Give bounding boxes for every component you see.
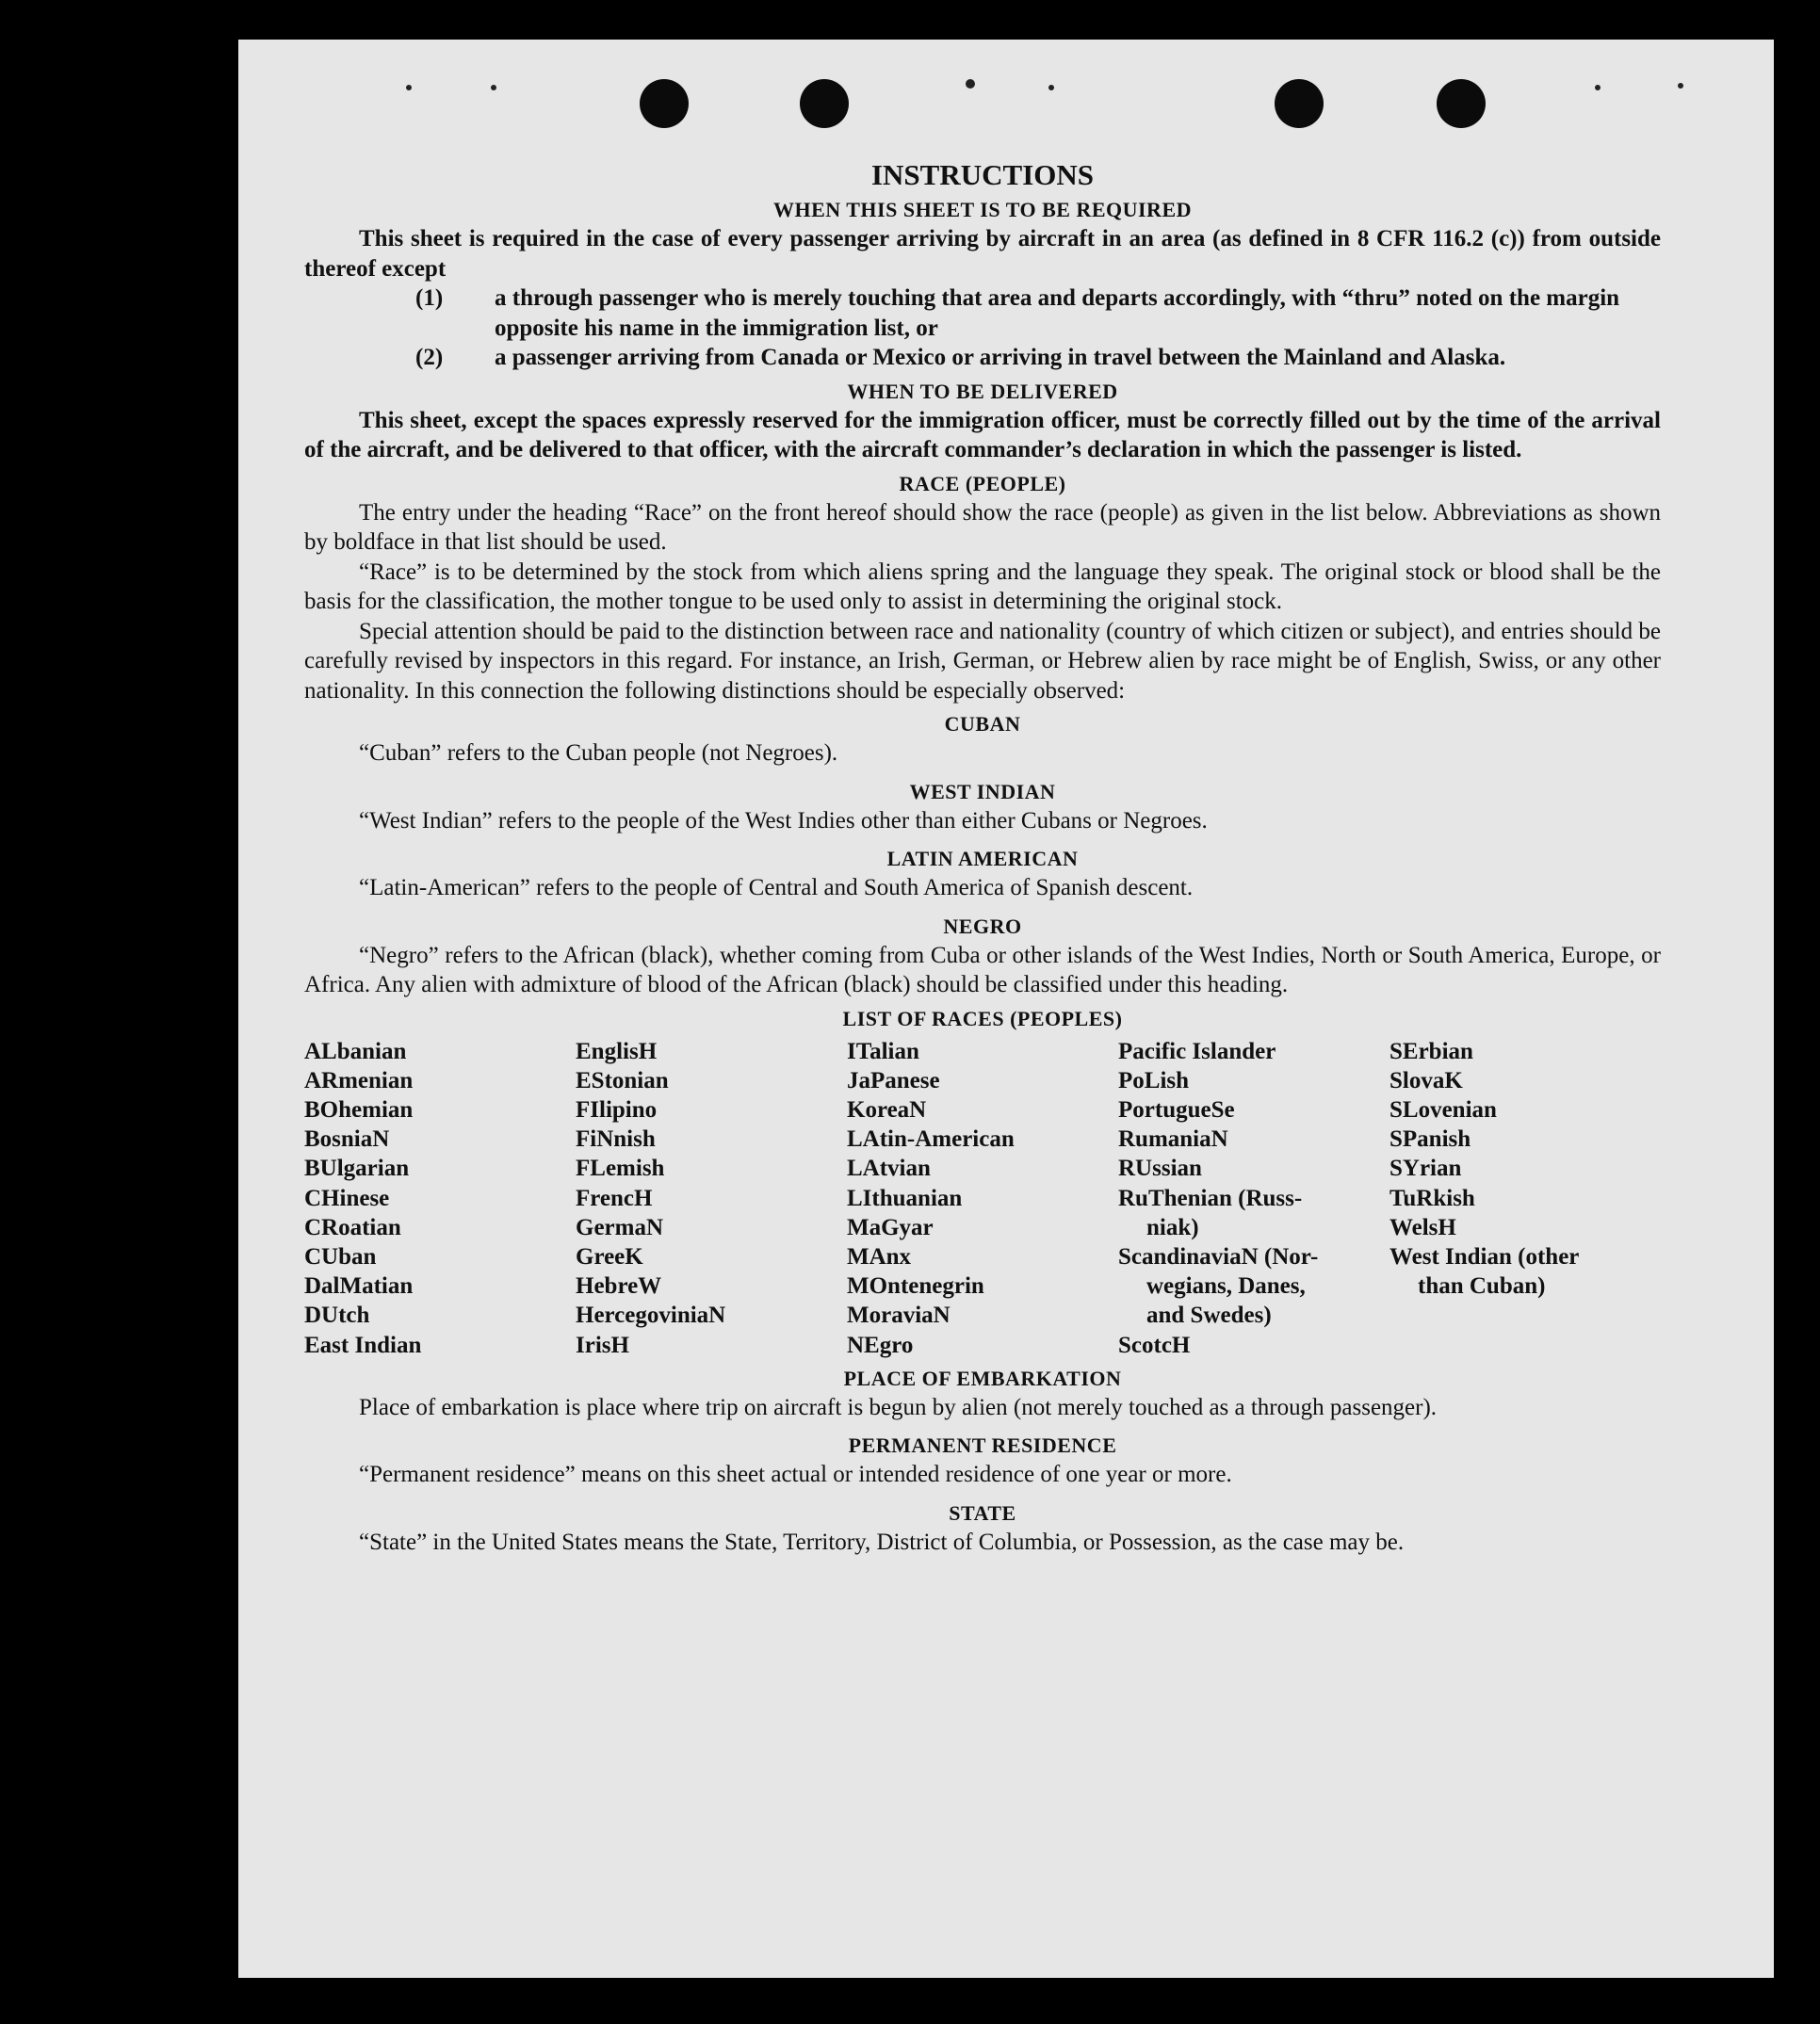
exception-number: (1) xyxy=(415,285,444,311)
section-heading-delivered: WHEN TO BE DELIVERED xyxy=(847,379,1118,403)
speck xyxy=(491,85,496,90)
race-entry: Pacific Islander xyxy=(1118,1038,1276,1064)
exception-text: a through passenger who is merely touching that area and departs accordingly, with “thru” noted on the margin opposite his name in the immigration list, or xyxy=(495,285,1620,341)
exception-number: (2) xyxy=(415,345,444,370)
race-entry: DUtch xyxy=(304,1303,370,1329)
race-entry: ARmenian xyxy=(304,1067,414,1093)
section-heading-list-of-races: LIST OF RACES (PEOPLES) xyxy=(842,1006,1123,1030)
page-title: INSTRUCTIONS xyxy=(870,158,1094,191)
section-heading-west-indian: WEST INDIAN xyxy=(909,779,1056,803)
race-entry: ITalian xyxy=(847,1038,919,1064)
race-entry: JaPanese xyxy=(847,1067,940,1093)
race-entry: GreeK xyxy=(576,1243,643,1270)
race-entry: NEgro xyxy=(847,1332,914,1358)
punch-hole xyxy=(1437,79,1486,128)
section-heading-negro: NEGRO xyxy=(943,914,1022,938)
race-entry: RumaniaN xyxy=(1118,1126,1228,1153)
race-entry: SYrian xyxy=(1389,1156,1462,1182)
residence-text: “Permanent residence” means on this sheet actual or intended residence of one year or more. xyxy=(359,1462,1232,1488)
punch-hole xyxy=(800,79,849,128)
race-entry: MAnx xyxy=(847,1243,912,1270)
latin-american-text: “Latin-American” refers to the people of Central and South America of Spanish descent. xyxy=(359,875,1194,900)
race-entry: BUlgarian xyxy=(304,1156,410,1182)
embarkation-text: Place of embarkation is place where trip on aircraft is begun by alien (not merely touched as a through passenger). xyxy=(359,1394,1438,1420)
race-entry: RuThenian (Russ- xyxy=(1118,1185,1303,1211)
punch-hole xyxy=(1275,79,1324,128)
race-entry: EStonian xyxy=(576,1067,669,1093)
race-entry: EnglisH xyxy=(576,1038,658,1064)
required-text: This sheet is required in the case of every passenger arriving by aircraft in an area (as defined in 8 CFR 116.2 (c)) from outside thereof except xyxy=(304,226,1661,282)
races-column xyxy=(576,1037,847,1360)
cuban-text: “Cuban” refers to the Cuban people (not Negroes). xyxy=(359,740,838,766)
race-entry: FiNnish xyxy=(576,1126,656,1153)
races-list xyxy=(304,1037,1661,1360)
exception-text: a passenger arriving from Canada or Mexico or arriving in travel between the Mainland and Alaska. xyxy=(495,345,1506,370)
race-entry: HercegoviniaN xyxy=(576,1303,726,1329)
race-entry: SErbian xyxy=(1389,1038,1473,1064)
west-indian-text: “West Indian” refers to the people of the West Indies other than either Cubans or Negroes. xyxy=(359,807,1208,834)
race-entry: CUban xyxy=(304,1243,377,1270)
race-entry: and Swedes) xyxy=(1146,1303,1272,1329)
race-entry: niak) xyxy=(1146,1214,1199,1240)
race-entry: BOhemian xyxy=(304,1096,414,1123)
race-paragraph: Special attention should be paid to the distinction between race and nationality (country of which citizen or subject), and entries should be carefully revised by inspectors in this regard. For instance, an Irish, German, or Hebrew alien by race might be of English, Swiss, or any other nationality. In this connection the following distinctions should be especially observed: xyxy=(304,618,1661,704)
race-entry: SPanish xyxy=(1389,1126,1471,1153)
exception-item xyxy=(304,343,1661,373)
race-entry: LIthuanian xyxy=(847,1185,963,1211)
section-heading-latin-american: LATIN AMERICAN xyxy=(886,847,1079,870)
races-column xyxy=(1389,1037,1661,1360)
races-column xyxy=(304,1037,576,1360)
negro-text: “Negro” refers to the African (black), whether coming from Cuba or other islands of the West Indies, North or South America, Europe, or Africa. Any alien with admixture of blood of the African (black) should be classified under this heading. xyxy=(304,942,1661,997)
race-entry: TuRkish xyxy=(1389,1185,1475,1211)
race-entry: ScandinaviaN (Nor- xyxy=(1118,1243,1319,1270)
speck xyxy=(966,79,975,89)
race-entry: MoraviaN xyxy=(847,1303,951,1329)
speck xyxy=(406,85,412,90)
race-entry: ALbanian xyxy=(304,1038,407,1064)
speck xyxy=(1595,85,1601,90)
races-column xyxy=(847,1037,1118,1360)
race-entry: SlovaK xyxy=(1389,1067,1463,1093)
speck xyxy=(1678,83,1683,89)
race-entry: ScotcH xyxy=(1118,1332,1191,1358)
race-entry: MaGyar xyxy=(847,1214,934,1240)
race-paragraph: “Race” is to be determined by the stock from which aliens spring and the language they speak. The original stock or blood shall be the basis for the classification, the mother tongue to be used only to assist in determining the original stock. xyxy=(304,559,1661,614)
race-entry: RUssian xyxy=(1118,1156,1202,1182)
race-entry: BosniaN xyxy=(304,1126,390,1153)
race-entry: SLovenian xyxy=(1389,1096,1497,1123)
race-entry: PoLish xyxy=(1118,1067,1190,1093)
document-page xyxy=(238,40,1774,1978)
instructions-content xyxy=(304,157,1661,1557)
section-heading-cuban: CUBAN xyxy=(944,712,1021,736)
race-entry: HebreW xyxy=(576,1273,662,1300)
race-entry: FIlipino xyxy=(576,1096,658,1123)
race-entry: GermaN xyxy=(576,1214,664,1240)
section-heading-required: WHEN THIS SHEET IS TO BE REQUIRED xyxy=(772,198,1193,221)
delivered-text: This sheet, except the spaces expressly reserved for the immigration officer, must be correctly filled out by the time of the arrival of the aircraft, and be delivered to that officer, with the aircraft commander’s declaration in which the passenger is listed. xyxy=(304,407,1661,462)
race-entry: wegians, Danes, xyxy=(1146,1273,1306,1300)
race-entry: WelsH xyxy=(1389,1214,1456,1240)
race-entry: LAtvian xyxy=(847,1156,931,1182)
race-entry: CHinese xyxy=(304,1185,390,1211)
section-heading-embarkation: PLACE OF EMBARKATION xyxy=(843,1366,1122,1390)
exception-item xyxy=(304,283,1661,343)
race-entry: LAtin-American xyxy=(847,1126,1015,1153)
race-entry: MOntenegrin xyxy=(847,1273,984,1300)
race-entry: FrencH xyxy=(576,1185,653,1211)
speck xyxy=(1048,85,1054,90)
race-entry: East Indian xyxy=(304,1332,422,1358)
race-paragraph: The entry under the heading “Race” on the front hereof should show the race (people) as given in the list below. Abbreviations as shown by boldface in that list should be used. xyxy=(304,499,1661,555)
punch-hole xyxy=(640,79,689,128)
race-entry: CRoatian xyxy=(304,1214,401,1240)
race-entry: DalMatian xyxy=(304,1273,414,1300)
state-text: “State” in the United States means the State, Territory, District of Columbia, or Possession, as the case may be. xyxy=(359,1529,1405,1555)
race-entry: than Cuban) xyxy=(1418,1273,1546,1300)
race-entry: KoreaN xyxy=(847,1096,927,1123)
race-entry: FLemish xyxy=(576,1156,665,1182)
section-heading-race: RACE (PEOPLE) xyxy=(899,471,1066,495)
race-entry: West Indian (other xyxy=(1389,1243,1580,1270)
race-entry: IrisH xyxy=(576,1332,629,1358)
section-heading-state: STATE xyxy=(949,1500,1016,1525)
race-entry: PortugueSe xyxy=(1118,1096,1235,1123)
section-heading-residence: PERMANENT RESIDENCE xyxy=(848,1433,1117,1458)
races-column xyxy=(1118,1037,1389,1360)
